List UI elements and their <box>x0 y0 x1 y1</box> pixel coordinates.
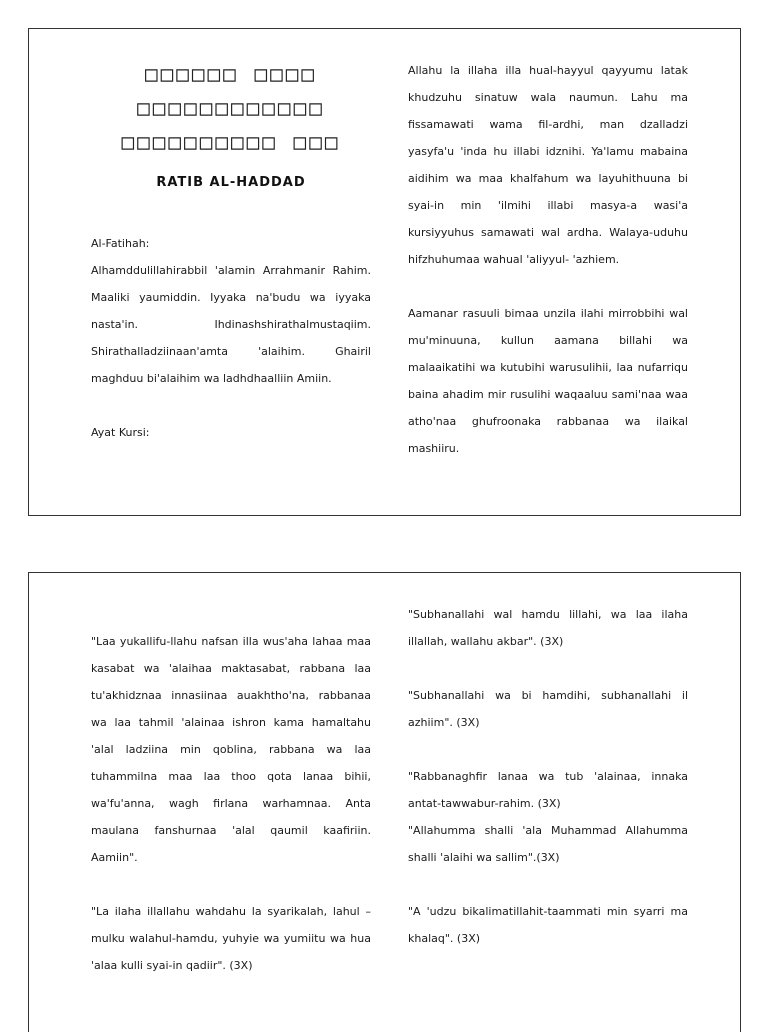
arabic-title-line-2: □□□□□□□□□□□□ <box>137 96 325 120</box>
title-block <box>91 57 371 190</box>
kursi-text: Allahu la illaha illa hual-hayyul qayyumu latak khudzuhu sinatuw wala naumun. Lahu ma fissamawati wama fil-ardhi, man dzalladzi yasyfa'u 'inda hu illabi idznihi. Ya'lamu mabaina aidihim wa maa khalfahum wa layuhithuuna bi syai-in min 'ilmihi illabi masya-a wasi'a kursiyyuhus samawati wal ardha. Walaya-uduhu hifzhuhumaa wahual 'aliyyul- 'azhiem. <box>408 64 688 266</box>
fatihah-section <box>91 230 371 446</box>
rabbanaghfir-text: "Rabbanaghfir lanaa wa tub 'alainaa, innaka antat-tawwabur-rahim. (3X) <box>408 770 688 810</box>
laa-yukallifu-text: "Laa yukallifu-llahu nafsan illa wus'aha lahaa maa kasabat wa 'alaihaa maktasabat, rabbana laa tu'akhidznaa innasiinaa auakhtho'na, rabbanaa wa laa tahmil 'alainaa ishron kama hamaltahu 'alal ladziina min qoblina, rabbana wa laa tuhammilna maa laa thoo qota lanaa bihii, wa'fu'anna, wagh firlana warhamnaa. Anta maulana fanshurnaa 'alal qaumil kaafiriin. Aamiin". <box>91 635 371 864</box>
document-page-1 <box>28 28 741 516</box>
la-ilaha-text: "La ilaha illallahu wahdahu la syarikalah, lahul –mulku walahul-hamdu, yuhyie wa yumiitu wa hua 'alaa kulli syai-in qadiir". (3X) <box>91 905 371 972</box>
page-title: RATIB AL-HADDAD <box>156 175 306 190</box>
fatihah-label: Al-Fatihah: <box>91 237 150 250</box>
kursi-label: Ayat Kursi: <box>91 426 150 439</box>
aamanar-text: Aamanar rasuuli bimaa unzila ilahi mirrobbihi wal mu'minuuna, kullun aamana billahi wa malaaikatihi wa kutubihi warusulihii, laa nufarriqu baina ahadim mir rusulihi waqaaluu sami'naa waa atho'naa ghufroonaka rabbanaa wa ilaikal mashiiru. <box>408 307 688 455</box>
left-column <box>91 628 371 979</box>
right-column <box>408 601 688 952</box>
arabic-title-line-3: □□□□□□□□□□ □□□ <box>121 130 341 154</box>
document-page-2 <box>28 572 741 1032</box>
subhanallahi-text-2: "Subhanallahi wa bi hamdihi, subhanallahi il azhiim". (3X) <box>408 689 688 729</box>
audzu-text: "A 'udzu bikalimatillahit-taammati min syarri ma khalaq". (3X) <box>408 905 688 945</box>
arabic-title-line-1: □□□□□□ □□□□ <box>144 62 318 86</box>
subhanallahi-text-1: "Subhanallahi wal hamdu lillahi, wa laa ilaha illallah, wallahu akbar". (3X) <box>408 608 688 648</box>
fatihah-text: Alhamddulillahirabbil 'alamin Arrahmanir Rahim. Maaliki yaumiddin. Iyyaka na'budu wa iyyaka nasta'in. Ihdinashshirathalmustaqiim. Shirathalladziinaan'amta 'alaihim. Ghairil maghduu bi'alaihim wa ladhdhaalliin Amiin. <box>91 264 371 385</box>
allahumma-text: "Allahumma shalli 'ala Muhammad Allahumma shalli 'alaihi wa sallim".(3X) <box>408 824 688 864</box>
kursi-section <box>408 57 688 462</box>
